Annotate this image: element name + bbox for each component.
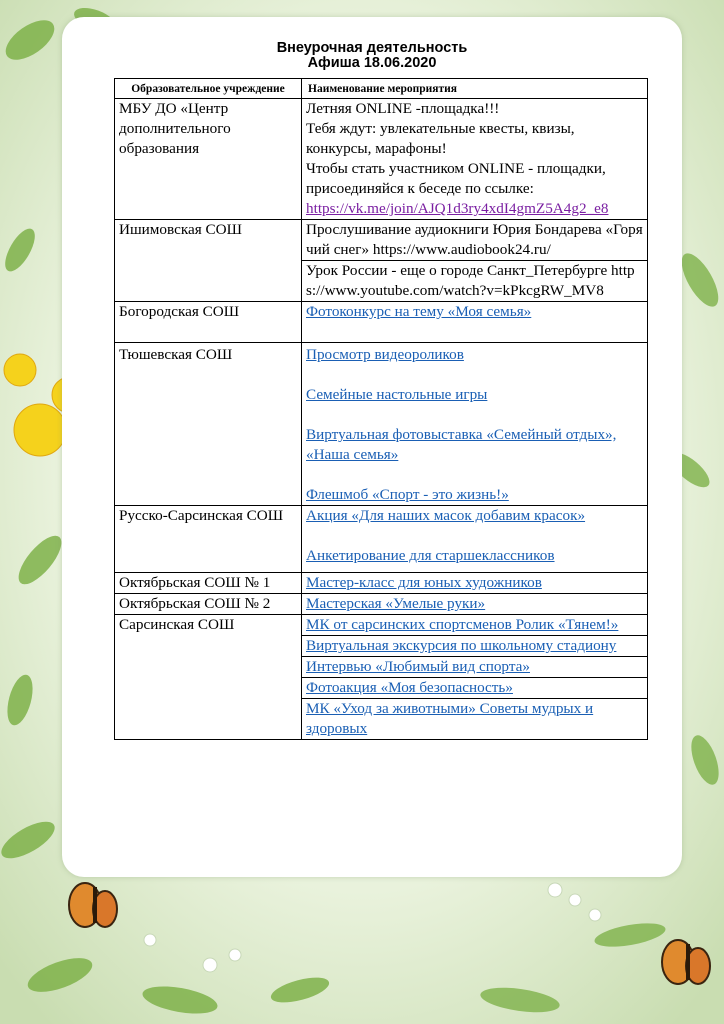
table-row [115, 302, 648, 343]
school-cell: Ишимовская СОШ [115, 220, 302, 302]
event-text: Чтобы стать участником ONLINE - площадки, присоединяйся к беседе по ссылке: [306, 160, 606, 197]
school-cell: Сарсинская СОШ [115, 615, 302, 740]
event-text: Летняя ONLINE -площадка!!! [306, 100, 500, 117]
school-cell: Октябрьская СОШ № 1 [115, 573, 302, 594]
table-row [115, 99, 648, 220]
event-link[interactable]: Виртуальная экскурсия по школьному стадиону [306, 637, 617, 654]
school-cell: МБУ ДО «Центр дополнительного образования [115, 99, 302, 220]
event-cell [302, 699, 648, 740]
page-subtitle: Афиша 18.06.2020 [307, 55, 437, 71]
school-cell: Октябрьская СОШ № 2 [115, 594, 302, 615]
event-link[interactable]: МК «Уход за животными» Советы мудрых и здоровых [306, 700, 594, 737]
event-link[interactable]: Фотоконкурс на тему «Моя семья» [306, 303, 532, 320]
event-link[interactable]: Интервью «Любимый вид спорта» [306, 658, 530, 675]
table-row [115, 573, 648, 594]
join-link[interactable]: https://vk.me/join/AJQ1d3ry4xdI4gmZ5A4g2_e8 [306, 200, 609, 217]
table-row [115, 220, 648, 261]
event-cell: Урок России - еще о городе Санкт_Петербурге https://www.youtube.com/watch?v=kPkcgRW_MV8 [302, 261, 648, 302]
event-link[interactable]: МК от сарсинских спортсменов Ролик «Тянем!» [306, 616, 619, 633]
event-cell [302, 636, 648, 657]
event-cell [302, 615, 648, 636]
school-cell: Русско-Сарсинская СОШ [115, 506, 302, 573]
event-link[interactable]: Просмотр видеороликов [306, 346, 464, 363]
event-link[interactable]: Мастер-класс для юных художников [306, 574, 542, 591]
event-link[interactable]: Флешмоб «Спорт - это жизнь!» [306, 486, 509, 503]
school-cell: Тюшевская СОШ [115, 343, 302, 506]
event-link[interactable]: Акция «Для наших масок добавим красок» [306, 507, 586, 524]
event-link[interactable]: Семейные настольные игры [306, 386, 488, 403]
event-text: Тебя ждут: увлекательные квесты, квизы, конкурсы, марафоны! [306, 120, 575, 157]
events-table [114, 78, 648, 740]
event-link[interactable]: Виртуальная фотовыставка «Семейный отдых», «Наша семья» [306, 426, 617, 463]
table-header-row [115, 79, 648, 99]
event-cell: Прослушивание аудиокниги Юрия Бондарева «Горячий снег» https://www.audiobook24.ru/ [302, 220, 648, 261]
event-cell [302, 506, 648, 573]
event-link[interactable]: Анкетирование для старшеклассников [306, 547, 555, 564]
column-header-event: Наименование мероприятия [302, 79, 648, 99]
event-cell [302, 594, 648, 615]
table-row [115, 506, 648, 573]
event-link[interactable]: Фотоакция «Моя безопасность» [306, 679, 513, 696]
table-row [115, 615, 648, 636]
event-cell [302, 678, 648, 699]
event-cell [302, 657, 648, 678]
table-row [115, 343, 648, 506]
school-cell: Богородская СОШ [115, 302, 302, 343]
event-cell [302, 573, 648, 594]
event-cell [302, 302, 648, 343]
event-cell [302, 343, 648, 506]
table-row [115, 594, 648, 615]
page-title: Внеурочная деятельность [276, 40, 468, 56]
event-link[interactable]: Мастерская «Умелые руки» [306, 595, 486, 612]
event-cell [302, 99, 648, 220]
column-header-school: Образовательное учреждение [115, 79, 302, 99]
